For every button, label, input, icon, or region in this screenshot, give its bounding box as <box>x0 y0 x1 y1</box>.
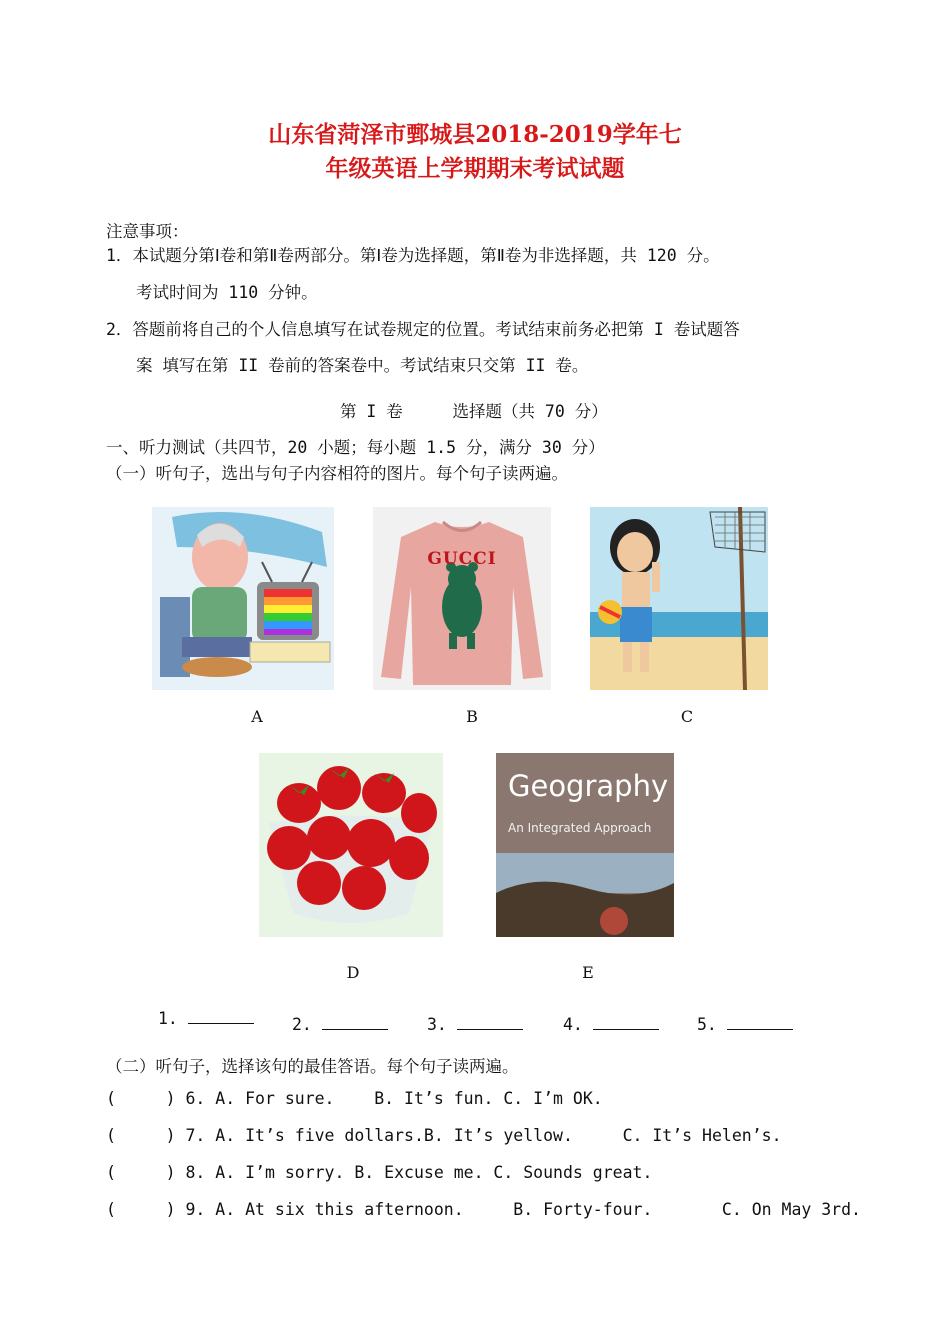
book-title: Geography <box>508 769 669 803</box>
question-7 <box>106 1126 782 1145</box>
blank-3-line[interactable] <box>457 1015 523 1030</box>
picture-c-beach-boy <box>590 507 768 690</box>
blank-5-label: 5. <box>697 1015 717 1034</box>
blank-1[interactable] <box>158 1009 254 1028</box>
volume-title: 第 I 卷 选择题（共 70 分） <box>340 402 608 421</box>
blank-1-line[interactable] <box>188 1009 254 1024</box>
blank-2[interactable] <box>292 1015 388 1034</box>
blank-5-line[interactable] <box>727 1015 793 1030</box>
blank-3[interactable] <box>427 1015 523 1034</box>
blank-5[interactable] <box>697 1015 793 1034</box>
notes-item-2-cont: 案 填写在第 II 卷前的答案卷中。考试结束只交第 II 卷。 <box>136 356 589 375</box>
question-text: 7. A. It’s five dollars.B. It’s yellow. C. It’s Helen’s. <box>185 1126 782 1145</box>
blank-4-line[interactable] <box>593 1015 659 1030</box>
subsection-2-heading: （二）听句子，选择该句的最佳答语。每个句子读两遍。 <box>106 1057 519 1076</box>
question-8 <box>106 1163 652 1182</box>
page-title-line-2: 年级英语上学期期末考试试题 <box>325 155 625 182</box>
answer-paren[interactable]: ( ) <box>106 1089 176 1108</box>
answer-paren[interactable]: ( ) <box>106 1200 176 1219</box>
caption-c: C <box>680 707 694 726</box>
sweater-logo-text: GUCCI <box>427 549 497 569</box>
caption-e: E <box>582 963 594 982</box>
caption-a: A <box>251 707 263 726</box>
picture-a-man-watching-tv <box>152 507 334 690</box>
picture-b-sweater <box>373 507 551 690</box>
blank-4[interactable] <box>563 1015 659 1034</box>
answer-paren[interactable]: ( ) <box>106 1163 176 1182</box>
caption-d: D <box>346 963 360 982</box>
blank-1-label: 1. <box>158 1009 178 1028</box>
question-text: 6. A. For sure. B. It’s fun. C. I’m OK. <box>185 1089 603 1108</box>
blank-4-label: 4. <box>563 1015 583 1034</box>
notes-item-1-cont: 考试时间为 110 分钟。 <box>136 283 318 302</box>
subsection-1-heading: （一）听句子，选出与句子内容相符的图片。每个句子读两遍。 <box>106 464 568 483</box>
notes-item-1: 1．本试题分第Ⅰ卷和第Ⅱ卷两部分。第Ⅰ卷为选择题，第Ⅱ卷为非选择题，共 120 分。 <box>106 246 720 265</box>
notes-item-2: 2．答题前将自己的个人信息填写在试卷规定的位置。考试结束前务必把第 I 卷试题答 <box>106 320 740 339</box>
blank-2-label: 2. <box>292 1015 312 1034</box>
question-6 <box>106 1089 603 1108</box>
blank-3-label: 3. <box>427 1015 447 1034</box>
picture-e-geography-book <box>496 753 674 937</box>
picture-d-strawberries <box>259 753 443 937</box>
question-text: 9. A. At six this afternoon. B. Forty-four. C. On May 3rd. <box>185 1200 861 1219</box>
caption-b: B <box>466 707 478 726</box>
part-1-heading: 一、听力测试（共四节，20 小题；每小题 1.5 分，满分 30 分） <box>106 438 605 457</box>
book-subtitle: An Integrated Approach <box>508 821 652 835</box>
page-title-line-1: 山东省菏泽市鄄城县2018-2019学年七 <box>268 121 682 148</box>
blank-2-line[interactable] <box>322 1015 388 1030</box>
question-text: 8. A. I’m sorry. B. Excuse me. C. Sounds great. <box>185 1163 653 1182</box>
answer-paren[interactable]: ( ) <box>106 1126 176 1145</box>
notes-heading: 注意事项： <box>106 222 189 241</box>
question-9 <box>106 1200 861 1219</box>
